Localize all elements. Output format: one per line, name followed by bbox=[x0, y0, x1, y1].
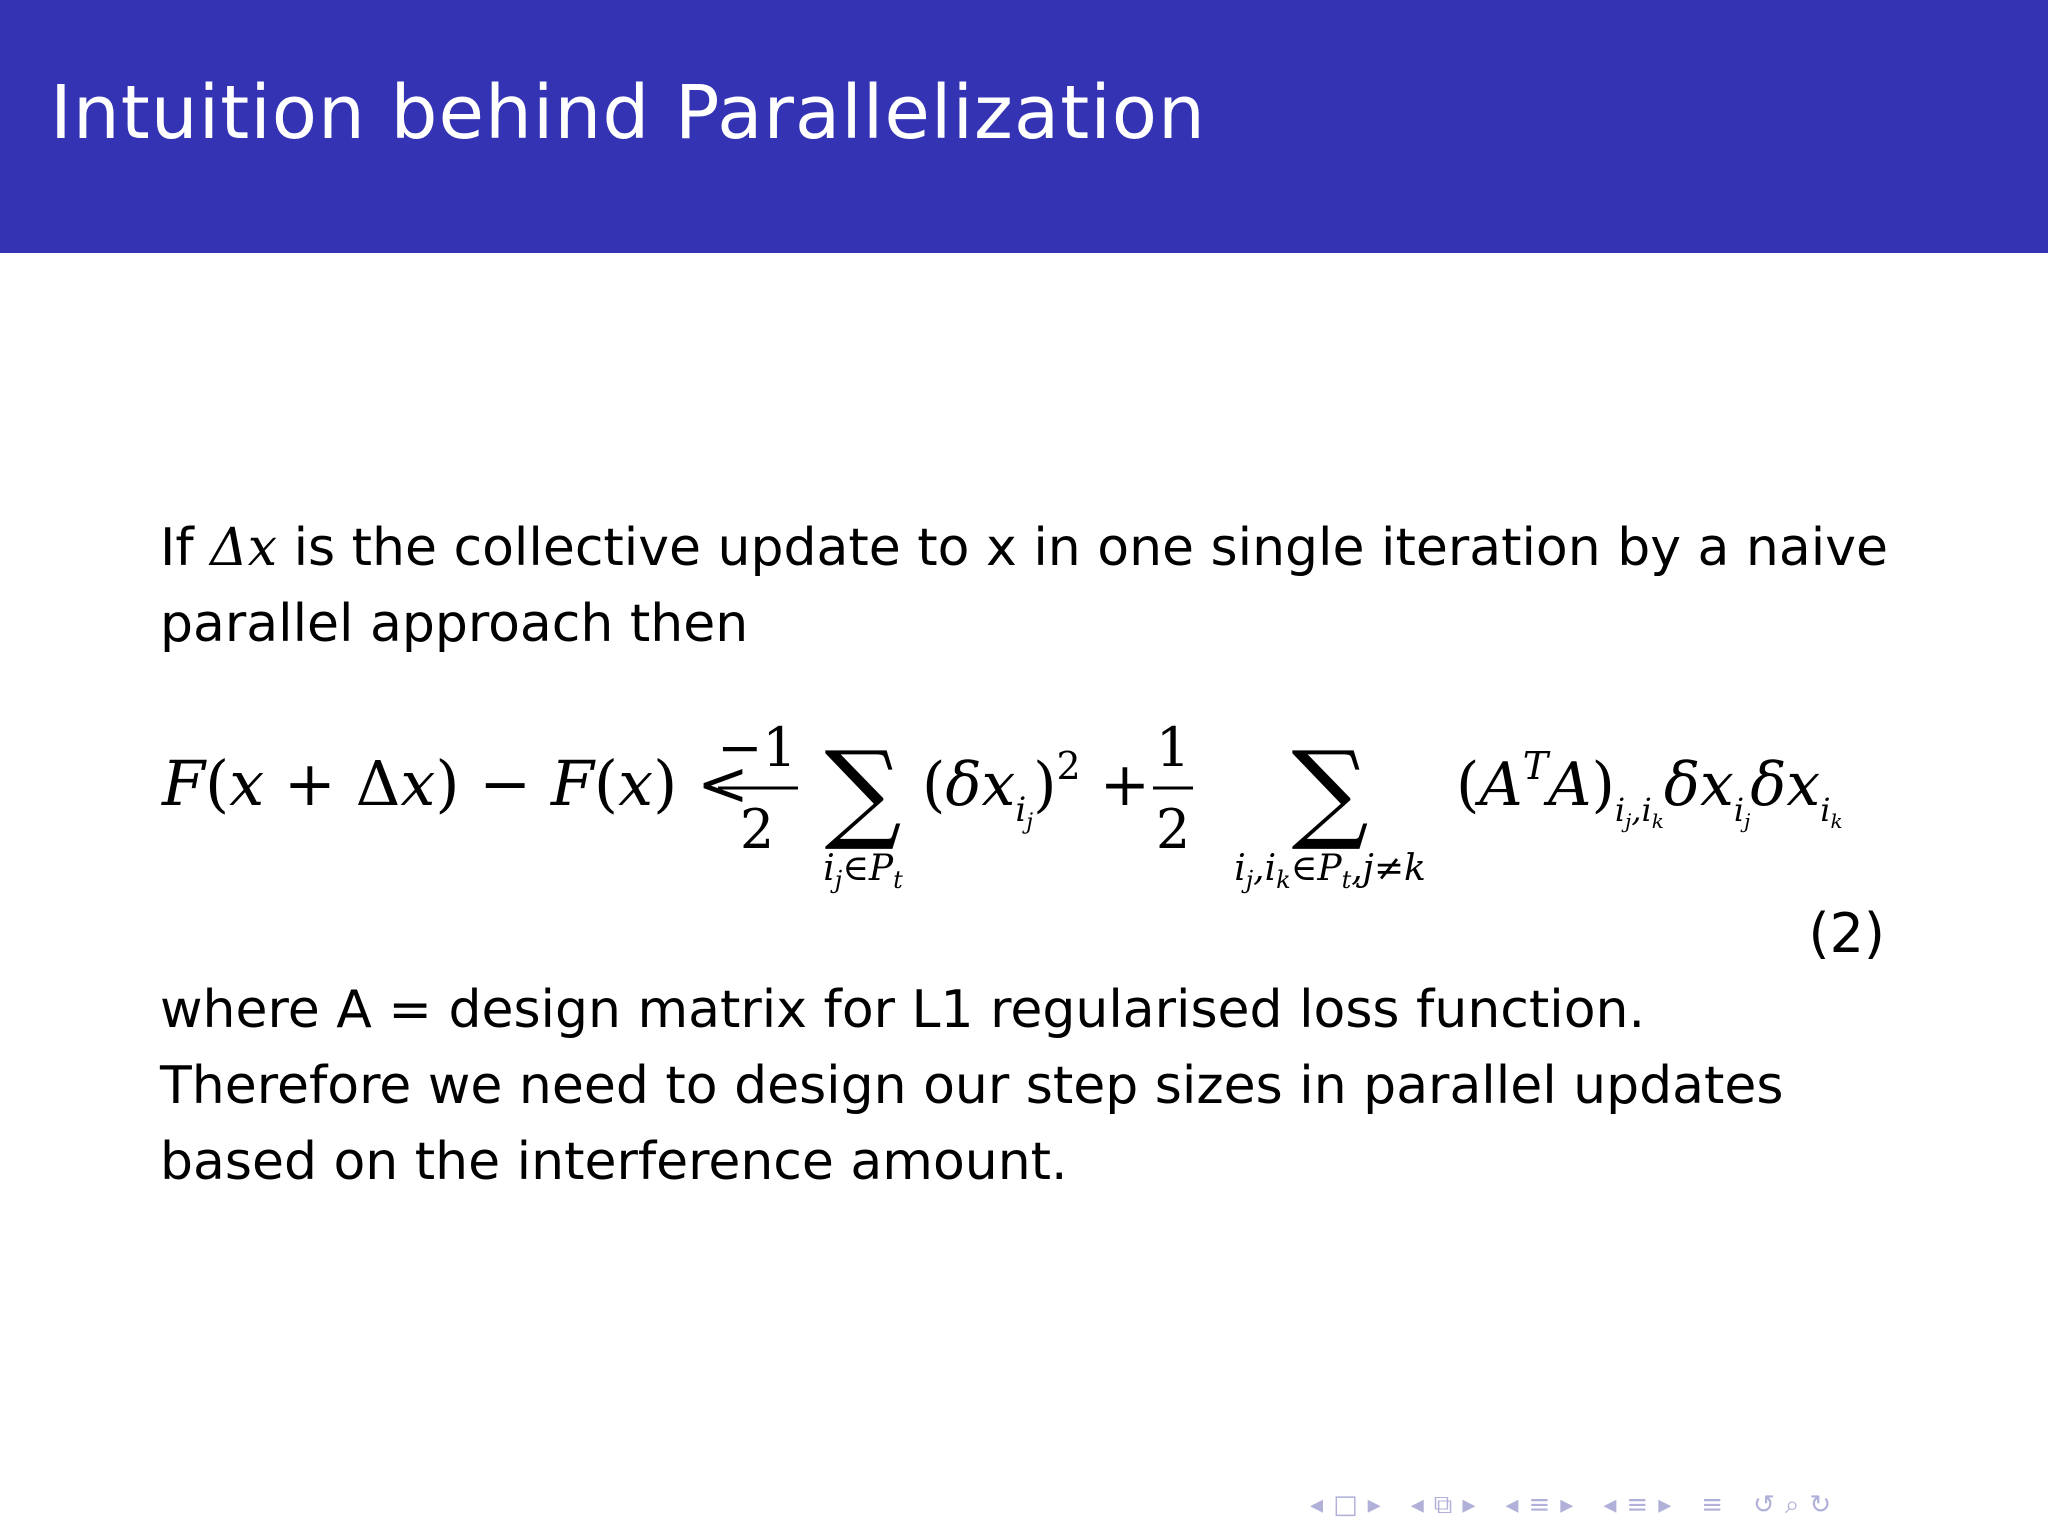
intro-line-2: parallel approach then bbox=[160, 594, 749, 654]
frac2-numerator: 1 bbox=[1155, 716, 1191, 779]
eq-term1: $(\delta x_ij)^2$ + bbox=[922, 744, 1151, 835]
frac1-numerator: −1 bbox=[717, 716, 797, 779]
beamer-navigation-bar bbox=[1310, 1485, 2040, 1525]
align-nav bbox=[1701, 1485, 1723, 1525]
frac1-denominator: 2 bbox=[739, 798, 775, 861]
intro-text-before: If bbox=[160, 518, 211, 578]
title-bar bbox=[0, 0, 2048, 253]
conclusion-line-2: Therefore we need to design our step sizes in parallel updates bbox=[160, 1056, 1784, 1116]
frame-icon[interactable]: □ bbox=[1333, 1490, 1358, 1520]
section-prev-icon[interactable]: ◂ bbox=[1505, 1490, 1519, 1520]
frame-next-icon[interactable]: ▸ bbox=[1367, 1490, 1381, 1520]
subsection-icon[interactable]: ⧉ bbox=[1433, 1490, 1453, 1520]
section-nav bbox=[1505, 1485, 1573, 1525]
sum1-symbol: ∑ bbox=[824, 729, 902, 854]
sum2-subscript: $i_j,i_k\in P_t,j\ne k$ bbox=[1234, 848, 1426, 894]
equation-block bbox=[0, 700, 2048, 980]
subsection-prev-icon[interactable]: ◂ bbox=[1410, 1490, 1424, 1520]
intro-line-1 bbox=[160, 510, 1888, 586]
frame-prev-icon[interactable]: ◂ bbox=[1310, 1490, 1324, 1520]
frac2-denominator: 2 bbox=[1155, 798, 1191, 861]
align-icon[interactable]: ≡ bbox=[1701, 1490, 1724, 1520]
section-next-icon[interactable]: ▸ bbox=[1560, 1490, 1574, 1520]
intro-text-after: is the collective update to x in one single iteration by a naive bbox=[277, 518, 1888, 578]
search-nav bbox=[1753, 1485, 1831, 1525]
slide-title: Intuition behind Parallelization bbox=[50, 70, 1206, 156]
delta-x-symbol: Δx bbox=[210, 518, 278, 578]
conclusion-line-3: based on the interference amount. bbox=[160, 1132, 1068, 1192]
sum1-subscript: $i_j\in P_t$ bbox=[823, 848, 903, 894]
subsub-prev-icon[interactable]: ◂ bbox=[1603, 1490, 1617, 1520]
subsection-nav bbox=[1411, 1485, 1476, 1525]
conclusion-line-1: where A = design matrix for L1 regularised loss function. bbox=[160, 980, 1645, 1040]
equation-2 bbox=[0, 700, 2048, 980]
search-icon[interactable]: ⌕ bbox=[1784, 1490, 1800, 1520]
sum2-symbol: ∑ bbox=[1291, 729, 1369, 854]
subsub-next-icon[interactable]: ▸ bbox=[1658, 1490, 1672, 1520]
eq-lhs: F(x + Δx) − F(x) < bbox=[162, 747, 749, 820]
subsubsection-nav bbox=[1603, 1485, 1671, 1525]
back-icon[interactable]: ↺ bbox=[1753, 1490, 1775, 1520]
equation-number: (2) bbox=[1808, 902, 1885, 965]
subsub-icon[interactable]: ≡ bbox=[1626, 1490, 1649, 1520]
conclusion-paragraph bbox=[160, 972, 1783, 1200]
frame-nav bbox=[1310, 1485, 1381, 1525]
subsection-next-icon[interactable]: ▸ bbox=[1462, 1490, 1476, 1520]
eq-term2: $(A^TA)_ij,ik\delta x_ij\delta x_ik$ bbox=[1456, 744, 1843, 833]
intro-paragraph bbox=[160, 510, 1888, 662]
section-icon[interactable]: ≡ bbox=[1528, 1490, 1551, 1520]
forward-icon[interactable]: ↻ bbox=[1809, 1490, 1832, 1520]
